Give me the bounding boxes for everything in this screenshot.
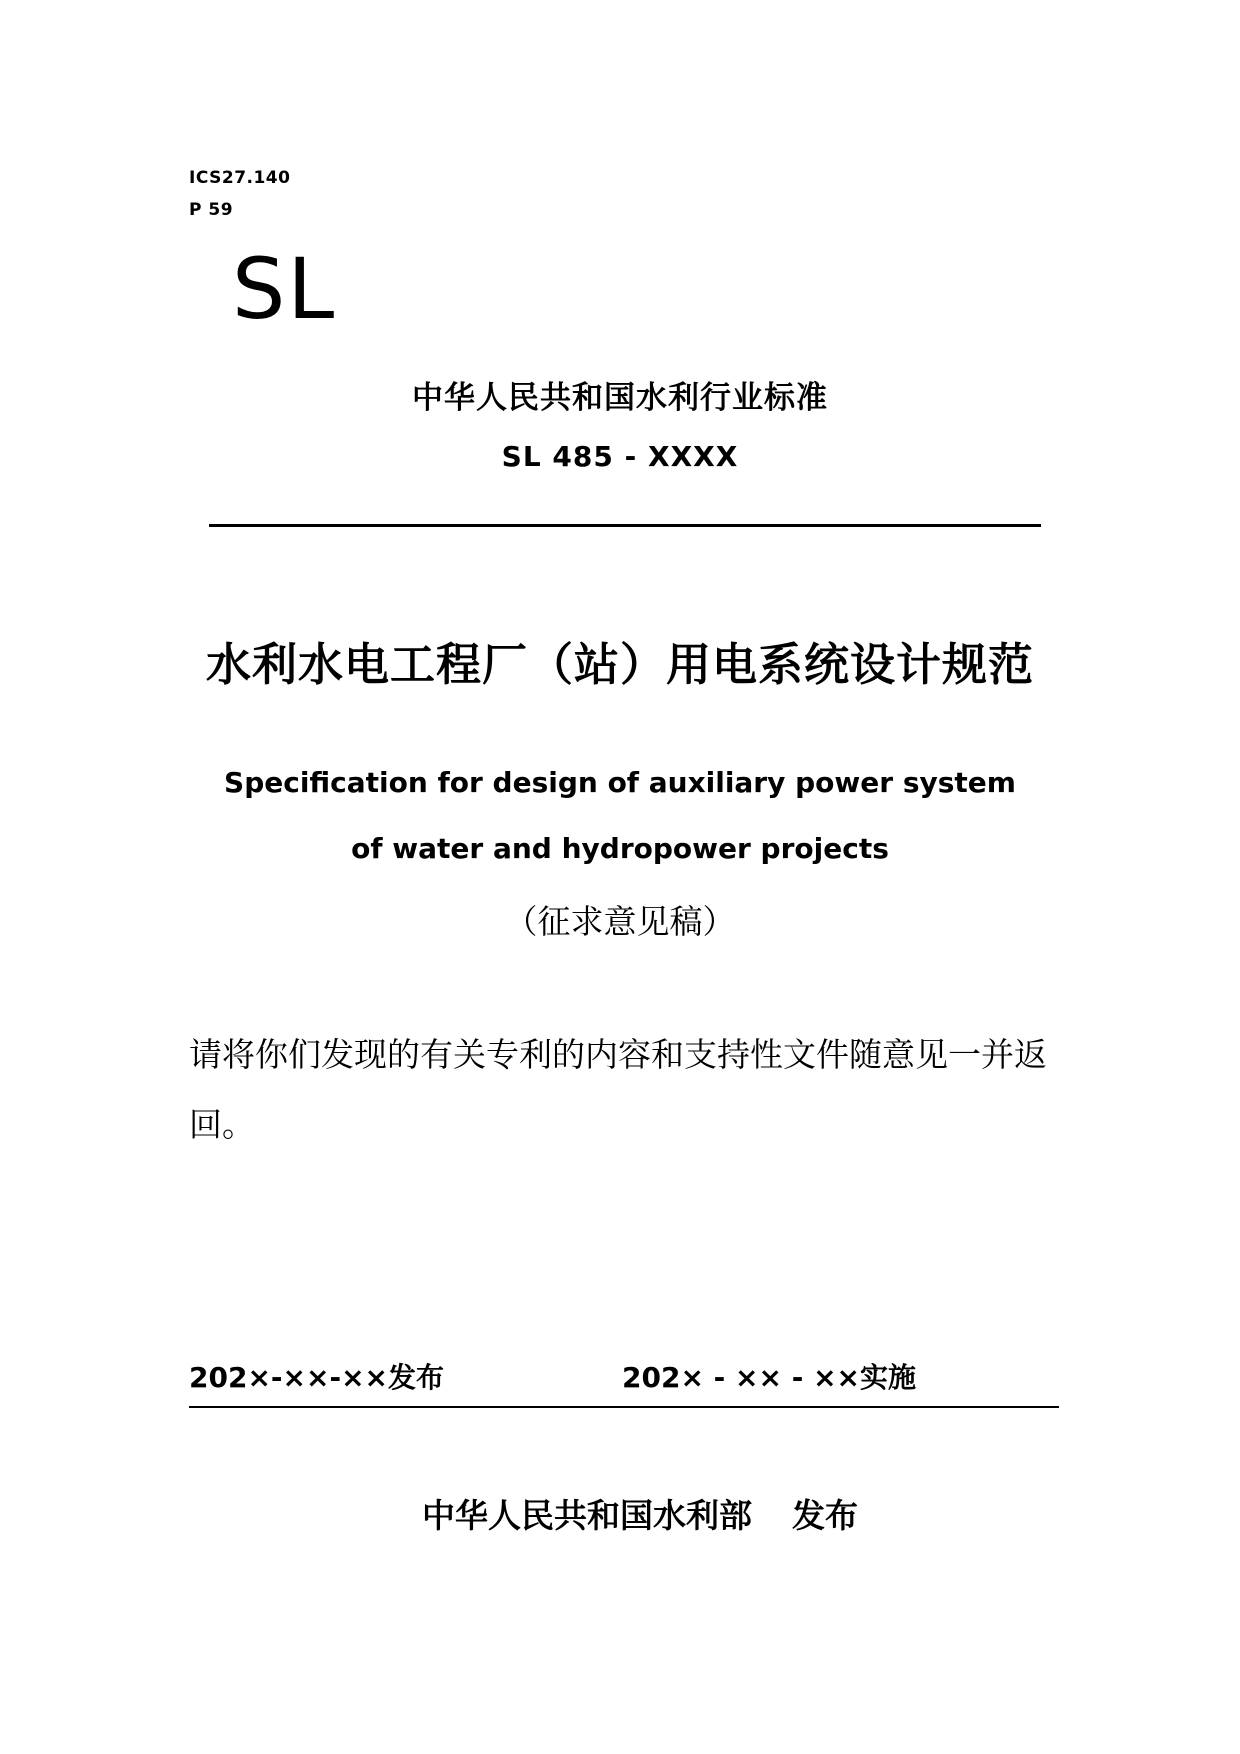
header-divider [209,524,1041,527]
implementation-date: 202× - ×× - ××实施 [622,1361,916,1394]
publisher-action: 发布 [792,1496,858,1535]
patent-notice: 请将你们发现的有关专利的内容和支持性文件随意见一并返回。 [189,1035,1047,1144]
document-title-en-line1: Specification for design of auxiliary power system [224,766,1016,799]
publisher-line [0,1490,1240,1537]
footer-divider [189,1406,1059,1408]
issue-date: 202×-××-××发布 [189,1361,444,1394]
document-title-cn: 水利水电工程厂（站）用电系统设计规范 [205,638,1034,691]
ics-code: ICS27.140 [189,168,291,188]
draft-label: （征求意见稿） [504,902,736,941]
standard-number: SL 485 - XXXX [501,440,739,473]
standard-mark: SL [232,240,337,338]
publisher-name: 中华人民共和国水利部 [422,1496,752,1535]
ccs-code: P 59 [189,200,234,220]
standard-category: 中华人民共和国水利行业标准 [412,380,828,416]
document-title-en-line2: of water and hydropower projects [351,832,889,865]
